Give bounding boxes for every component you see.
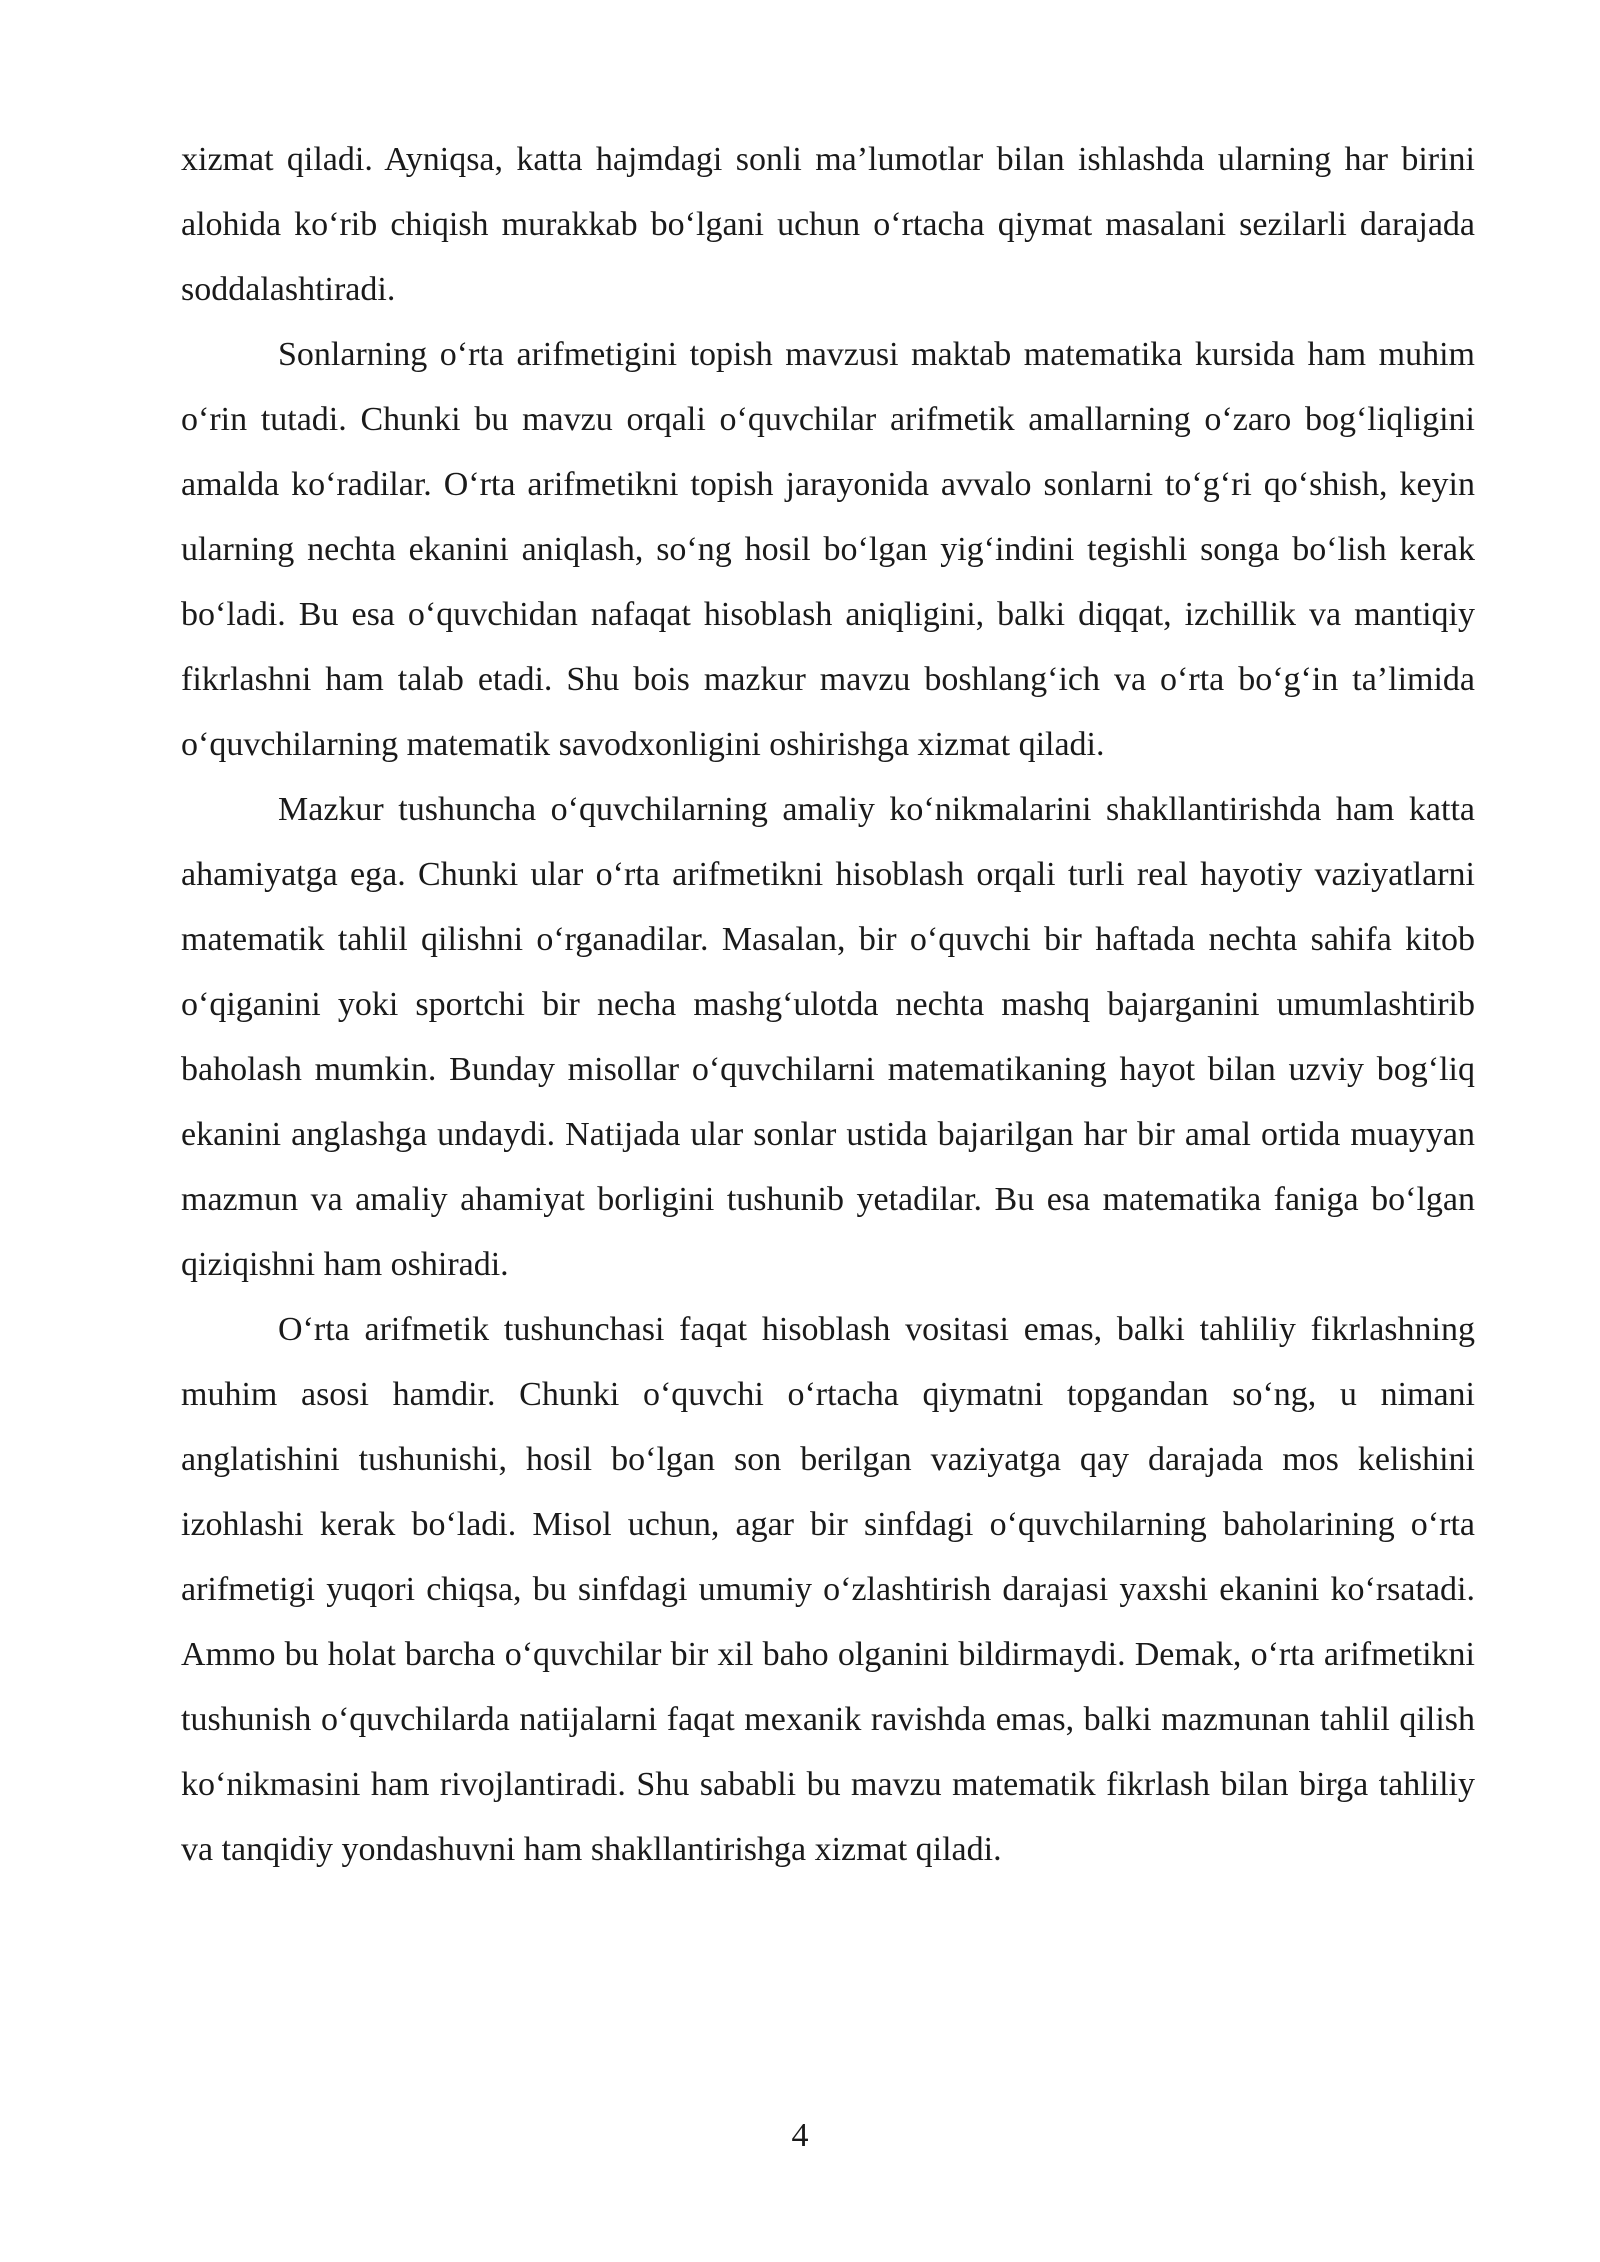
- paragraph-4: O‘rta arifmetik tushunchasi faqat hisoblash vositasi emas, balki tahliliy fikrlashning muhim asosi hamdir. Chunki o‘quvchi o‘rtacha qiymatni topgandan so‘ng, u nimani anglatishini tushunishi, hosil bo‘lgan son berilgan vaziyatga qay darajada mos kelishini izohlashi kerak bo‘ladi. Misol uchun, agar bir sinfdagi o‘quvchilarning baholarining o‘rta arifmetigi yuqori chiqsa, bu sinfdagi umumiy o‘zlashtirish darajasi yaxshi ekanini ko‘rsatadi. Ammo bu holat barcha o‘quvchilar bir xil baho olganini bildirmaydi. Demak, o‘rta arifmetikni tushunish o‘quvchilarda natijalarni faqat mexanik ravishda emas, balki mazmunan tahlil qilish ko‘nikmasini ham rivojlantiradi. Shu sababli bu mavzu matematik fikrlash bilan birga tahliliy va tanqidiy yondashuvni ham shakllantirishga xizmat qiladi.: [181, 1311, 1475, 1868]
- paragraph-2: Sonlarning o‘rta arifmetigini topish mavzusi maktab matematika kursida ham muhim o‘rin tutadi. Chunki bu mavzu orqali o‘quvchilar arifmetik amallarning o‘zaro bog‘liqligini amalda ko‘radilar. O‘rta arifmetikni topish jarayonida avvalo sonlarni to‘g‘ri qo‘shish, keyin ularning nechta ekanini aniqlash, so‘ng hosil bo‘lgan yig‘indini tegishli songa bo‘lish kerak bo‘ladi. Bu esa o‘quvchidan nafaqat hisoblash aniqligini, balki diqqat, izchillik va mantiqiy fikrlashni ham talab etadi. Shu bois mazkur mavzu boshlang‘ich va o‘rta bo‘g‘in ta’limida o‘quvchilarning matematik savodxonligini oshirishga xizmat qiladi.: [181, 336, 1475, 763]
- body-text: [181, 127, 1475, 1882]
- paragraph-1: xizmat qiladi. Ayniqsa, katta hajmdagi sonli ma’lumotlar bilan ishlashda ularning har birini alohida ko‘rib chiqish murakkab bo‘lgani uchun o‘rtacha qiymat masalani sezilarli darajada soddalashtiradi.: [181, 141, 1475, 308]
- page-number: 4: [791, 2117, 809, 2154]
- paragraph-3: Mazkur tushuncha o‘quvchilarning amaliy ko‘nikmalarini shakllantirishda ham katta ahamiyatga ega. Chunki ular o‘rta arifmetikni hisoblash orqali turli real hayotiy vaziyatlarni matematik tahlil qilishni o‘rganadilar. Masalan, bir o‘quvchi bir haftada nechta sahifa kitob o‘qiganini yoki sportchi bir necha mashg‘ulotda nechta mashq bajarganini umumlashtirib baholash mumkin. Bunday misollar o‘quvchilarni matematikaning hayot bilan uzviy bog‘liq ekanini anglashga undaydi. Natijada ular sonlar ustida bajarilgan har bir amal ortida muayyan mazmun va amaliy ahamiyat borligini tushunib yetadilar. Bu esa matematika faniga bo‘lgan qiziqishni ham oshiradi.: [181, 791, 1475, 1283]
